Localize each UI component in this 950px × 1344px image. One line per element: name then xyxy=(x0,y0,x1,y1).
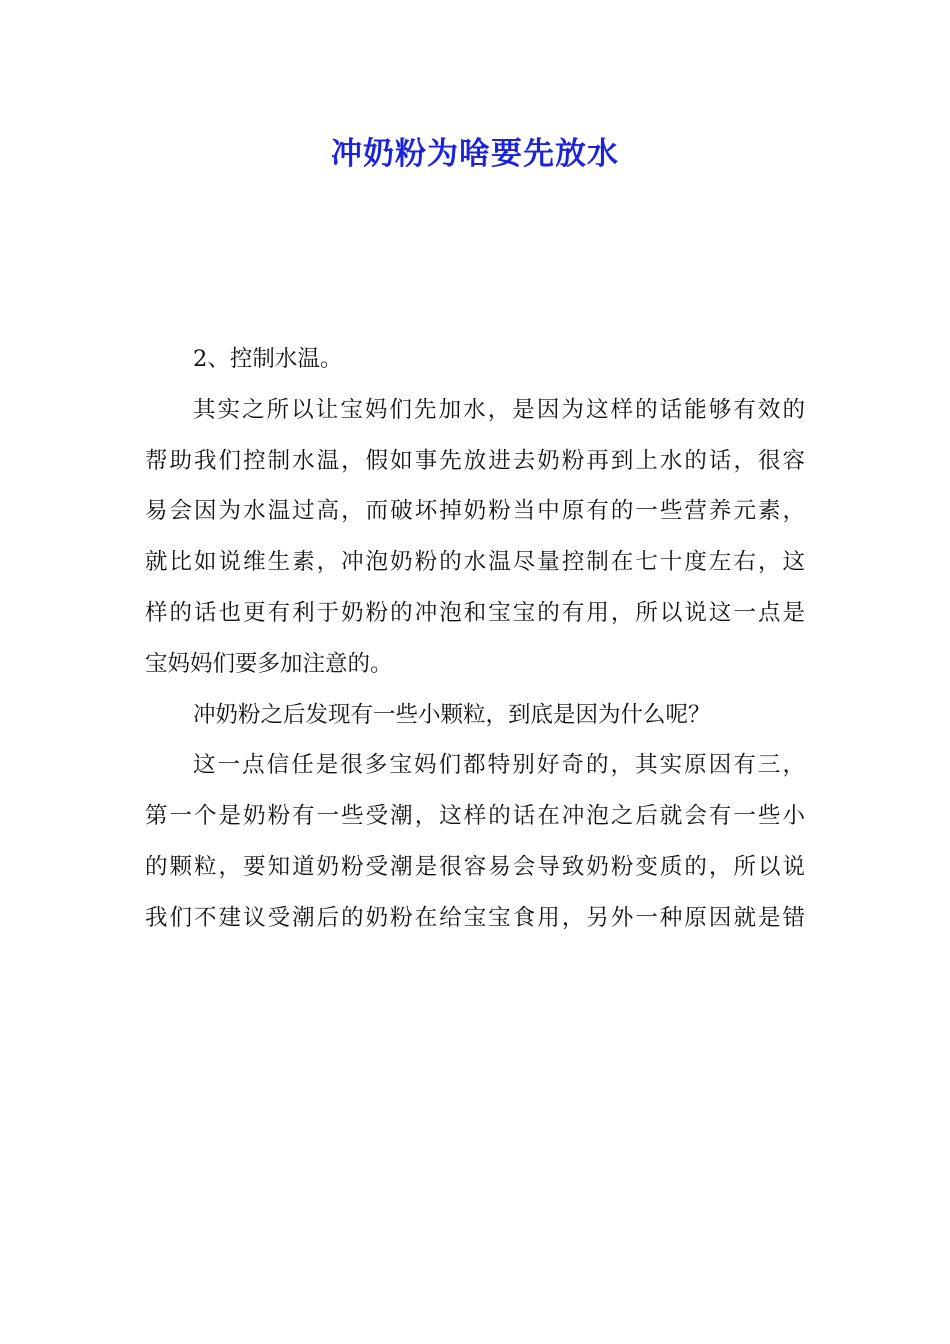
paragraph-line: 易会因为水温过高，而破坏掉奶粉当中原有的一些营养元素， xyxy=(145,498,805,525)
paragraph xyxy=(145,385,805,690)
document-body xyxy=(145,334,805,944)
paragraph-line: 我们不建议受潮后的奶粉在给宝宝食用，另外一种原因就是错 xyxy=(145,904,805,931)
paragraph-line: 样的话也更有利于奶粉的冲泡和宝宝的有用，所以说这一点是 xyxy=(145,599,805,626)
paragraph xyxy=(145,690,805,741)
paragraph-line: 第一个是奶粉有一些受潮，这样的话在冲泡之后就会有一些小 xyxy=(145,803,805,830)
paragraph-line: 冲奶粉之后发现有一些小颗粒，到底是因为什么呢？ xyxy=(193,701,711,728)
paragraph-line: 帮助我们控制水温，假如事先放进去奶粉再到上水的话，很容 xyxy=(145,447,805,474)
paragraph xyxy=(145,334,805,385)
paragraph-line: 的颗粒，要知道奶粉受潮是很容易会导致奶粉变质的，所以说 xyxy=(145,853,805,880)
paragraph-line: 宝妈妈们要多加注意的。 xyxy=(145,650,393,677)
paragraph-line: 就比如说维生素，冲泡奶粉的水温尽量控制在七十度左右，这 xyxy=(145,549,805,576)
paragraph xyxy=(145,740,805,943)
paragraph-line: 这一点信任是很多宝妈们都特别好奇的，其实原因有三， xyxy=(193,752,805,779)
paragraph-line: 2、控制水温。 xyxy=(193,346,343,372)
document-title: 冲奶粉为啥要先放水 xyxy=(331,136,619,172)
paragraph-line: 其实之所以让宝妈们先加水，是因为这样的话能够有效的 xyxy=(193,396,805,423)
